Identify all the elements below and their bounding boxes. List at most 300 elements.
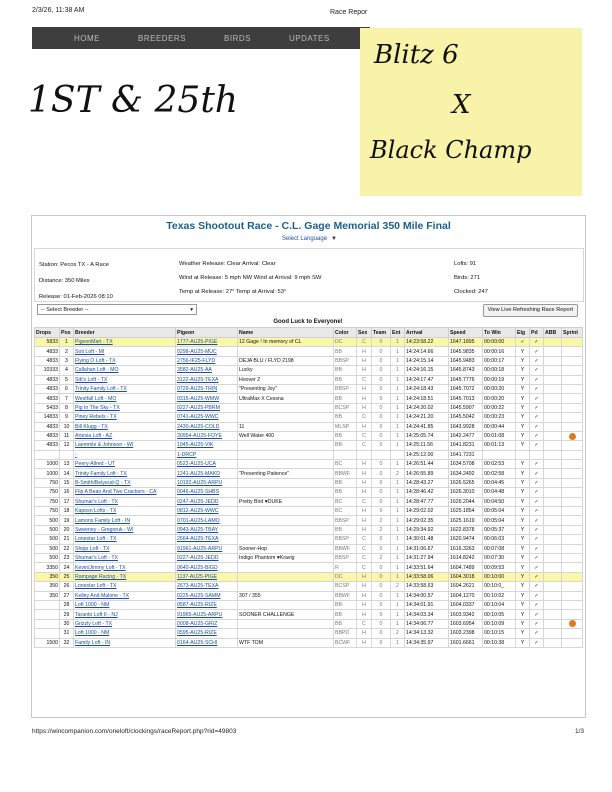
cell-speed: 1643.9928 <box>449 422 483 431</box>
cell-ent: 1 <box>391 600 405 609</box>
cell-pd: ✓ <box>530 544 544 553</box>
cell-breeder[interactable]: Shumar's Loft - TX <box>74 497 176 506</box>
cell-pigeon[interactable]: 2430-AU25-COLD <box>176 422 238 431</box>
cell-color: BB <box>334 375 357 384</box>
cell-sex: C <box>357 497 372 506</box>
cell-breeder[interactable]: Trinity Family Loft - TX <box>74 384 176 393</box>
cell-abb <box>544 366 562 375</box>
cell-pigeon[interactable]: 3122-AU25-TEXA <box>176 375 238 384</box>
cell-pigeon[interactable]: 0247-AU25-JEDD <box>176 497 238 506</box>
cell-color: MLSP <box>334 422 357 431</box>
cell-sprint <box>562 356 583 365</box>
cell-pigeon[interactable]: 0943-AU25-TBAY <box>176 525 238 534</box>
cell-pigeon[interactable]: 0701-AU25-LAMO <box>176 516 238 525</box>
cell-team: 0 <box>372 600 391 609</box>
cell-pigeon[interactable]: 0227-AU25-JEDD <box>176 553 238 562</box>
cell-pigeon[interactable]: 2664-AU25-TEXA <box>176 535 238 544</box>
cell-ent: 1 <box>391 460 405 469</box>
cell-pigeon[interactable]: 0008-AU25-GRIZ <box>176 619 238 628</box>
cell-sprint <box>562 516 583 525</box>
cell-elg: Y <box>516 469 530 478</box>
breeder-select[interactable] <box>37 304 197 315</box>
cell-pos: 1 <box>60 338 74 347</box>
station-text: Station: Pecos TX - A Race <box>39 262 109 268</box>
cell-name <box>238 403 334 412</box>
column-header-abb: ABB <box>544 328 562 338</box>
cell-arrival: 14:28:46.42 <box>405 488 449 497</box>
cell-name: Well Water 400 <box>238 431 334 440</box>
cell-ent: 1 <box>391 563 405 572</box>
cell-breeder[interactable]: Lonestar Loft - TX <box>74 535 176 544</box>
cell-pigeon[interactable]: 91965-AU25-ARPU <box>176 610 238 619</box>
cell-towin: 00:10:00 <box>483 572 516 581</box>
cell-speed: 1645.5042 <box>449 413 483 422</box>
cell-abb <box>544 638 562 647</box>
cell-team: 0 <box>372 431 391 440</box>
cell-sprint <box>562 403 583 412</box>
cell-drops: 1500 <box>35 638 60 647</box>
cell-pos: 7 <box>60 394 74 403</box>
race-info-box <box>34 248 584 302</box>
cell-elg: Y <box>516 478 530 487</box>
cell-drops: 4833 <box>35 347 60 356</box>
cell-team: 0 <box>372 638 391 647</box>
cell-elg: Y <box>516 375 530 384</box>
nav-updates[interactable]: UPDATES <box>288 33 330 43</box>
cell-towin: 00:05:04 <box>483 516 516 525</box>
cell-pigeon[interactable]: 2756-IF25-FLYD <box>176 356 238 365</box>
cell-breeder[interactable]: Callahan Loft - MO <box>74 366 176 375</box>
cell-pos: 20 <box>60 525 74 534</box>
cell-speed: 1601.6661 <box>449 638 483 647</box>
cell-sex: C <box>357 553 372 562</box>
cell-pigeon[interactable]: 0640-AU25-BIGD <box>176 563 238 572</box>
cell-sex: C <box>357 535 372 544</box>
cell-pd: ✓ <box>530 553 544 562</box>
cell-ent: 2 <box>391 629 405 638</box>
birds-count: Birds: 271 <box>454 275 481 281</box>
cell-breeder[interactable]: B-Smith/Belyeud-Q - TX <box>74 478 176 487</box>
cell-pd: ✓ <box>530 600 544 609</box>
cell-breeder[interactable]: Loft 1000 - NM <box>74 629 176 638</box>
column-header-sprint: Sprint <box>562 328 583 338</box>
cell-breeder[interactable]: Pig In The Sky - TX <box>74 403 176 412</box>
cell-ent: 1 <box>391 572 405 581</box>
cell-name <box>238 488 334 497</box>
cell-drops: 3350 <box>35 563 60 572</box>
cell-sprint <box>562 553 583 562</box>
cell-arrival: 14:24:20.02 <box>405 403 449 412</box>
cell-pigeon[interactable]: 0164-AU25-SCHI <box>176 638 238 647</box>
cell-pd: ✓ <box>530 582 544 591</box>
cell-elg: Y <box>516 563 530 572</box>
cell-pigeon[interactable]: 1045-AU25-VIK <box>176 441 238 450</box>
cell-drops <box>35 600 60 609</box>
cell-elg: Y <box>516 507 530 516</box>
cell-breeder[interactable]: Taranto Loft II - NJ <box>74 610 176 619</box>
cell-ent: 1 <box>391 413 405 422</box>
cell-pd: ✓ <box>530 394 544 403</box>
cell-pigeon[interactable]: 10192-AU25-ARPU <box>176 478 238 487</box>
cell-breeder[interactable]: Rampage Racing - TX <box>74 572 176 581</box>
cell-pd: ✓ <box>530 338 544 347</box>
cell-color: BB <box>334 413 357 422</box>
cell-breeder[interactable]: Shumar's Loft - TX <box>74 553 176 562</box>
cell-name: SOONER CHALLENGE <box>238 610 334 619</box>
table-row <box>35 347 583 356</box>
cell-pigeon[interactable]: 0741-AU25-WWC <box>176 413 238 422</box>
cell-pigeon[interactable]: 0522-AU25-UCA <box>176 460 238 469</box>
cell-pd: ✓ <box>530 469 544 478</box>
cell-team: 0 <box>372 366 391 375</box>
cell-team: 0 <box>372 478 391 487</box>
cell-breeder[interactable]: Peery-Allred - UT <box>74 460 176 469</box>
cell-sex: H <box>357 394 372 403</box>
cell-elg: Y <box>516 488 530 497</box>
cell-color: BBSP <box>334 384 357 393</box>
cell-pigeon[interactable]: 30954-AU25-FOYE <box>176 431 238 440</box>
cell-team: 2 <box>372 516 391 525</box>
column-header-breeder: Breeder <box>74 328 176 338</box>
sticky-line-2: X <box>452 90 471 120</box>
cell-sprint <box>562 629 583 638</box>
cell-name: UltraMax X Cessna <box>238 394 334 403</box>
table-row <box>35 572 583 581</box>
cell-elg: Y <box>516 572 530 581</box>
cell-abb <box>544 610 562 619</box>
cell-abb <box>544 600 562 609</box>
cell-arrival: 14:24:17.47 <box>405 375 449 384</box>
cell-pigeon[interactable]: 3582-AU25-AA <box>176 366 238 375</box>
table-row <box>35 366 583 375</box>
cell-arrival: 14:24:18.43 <box>405 384 449 393</box>
cell-color: BBSP <box>334 535 357 544</box>
cell-pigeon[interactable]: 1-DRCP <box>176 450 238 459</box>
cell-pigeon[interactable]: 0046-AU25-SHBS <box>176 488 238 497</box>
cell-pos: 14 <box>60 469 74 478</box>
table-row <box>35 619 583 628</box>
cell-pos: 23 <box>60 553 74 562</box>
cell-elg: Y <box>516 347 530 356</box>
cell-ent: 1 <box>391 338 405 347</box>
cell-sex: H <box>357 469 372 478</box>
cell-arrival: 14:29:02.02 <box>405 507 449 516</box>
cell-breeder[interactable]: Westfall Loft - MO <box>74 394 176 403</box>
cell-arrival: 14:24:41.85 <box>405 422 449 431</box>
cell-speed: 1641.7231 <box>449 450 483 459</box>
cell-sex: H <box>357 638 372 647</box>
cell-pos: 31 <box>60 629 74 638</box>
cell-pd: ✓ <box>530 431 544 440</box>
cell-sprint <box>562 460 583 469</box>
cell-ent: 1 <box>391 535 405 544</box>
cell-towin: 00:00:16 <box>483 347 516 356</box>
cell-ent: 1 <box>391 507 405 516</box>
cell-drops: 4833 <box>35 422 60 431</box>
cell-team: 0 <box>372 535 391 544</box>
cell-abb <box>544 422 562 431</box>
cell-drops: 5833 <box>35 338 60 347</box>
table-row <box>35 497 583 506</box>
cell-team: 2 <box>372 553 391 562</box>
cell-pd: ✓ <box>530 497 544 506</box>
cell-towin: 00:00:44 <box>483 422 516 431</box>
cell-elg: Y <box>516 553 530 562</box>
cell-pd: ✓ <box>530 413 544 422</box>
cell-towin: 00:02:53 <box>483 460 516 469</box>
table-row <box>35 507 583 516</box>
cell-ent: 1 <box>391 431 405 440</box>
cell-pigeon[interactable]: 1241-AU25-MAKD <box>176 469 238 478</box>
cell-breeder[interactable]: Family Loft - IN <box>74 638 176 647</box>
cell-abb <box>544 535 562 544</box>
cell-sprint <box>562 394 583 403</box>
cell-abb <box>544 403 562 412</box>
cell-speed: 1645.9483 <box>449 356 483 365</box>
cell-sex: H <box>357 366 372 375</box>
cell-arrival: 14:24:16.15 <box>405 366 449 375</box>
cell-color: BCWF <box>334 638 357 647</box>
column-header-speed: Speed <box>449 328 483 338</box>
cell-sex: H <box>357 582 372 591</box>
cell-drops <box>35 629 60 638</box>
cell-team: 0 <box>372 563 391 572</box>
cell-pigeon[interactable]: 0729-AU25-TRIN <box>176 384 238 393</box>
cell-ent: 1 <box>391 366 405 375</box>
cell-pos: 2 <box>60 347 74 356</box>
cell-color: BBWF <box>334 544 357 553</box>
cell-sex: H <box>357 460 372 469</box>
cell-arrival: 14:28:47.77 <box>405 497 449 506</box>
cell-drops: 350 <box>35 582 60 591</box>
cell-speed: 1634.5708 <box>449 460 483 469</box>
cell-abb <box>544 394 562 403</box>
cell-drops: 500 <box>35 553 60 562</box>
cell-elg <box>516 450 530 459</box>
cell-ent: 1 <box>391 497 405 506</box>
cell-sex: H <box>357 488 372 497</box>
cell-team: 0 <box>372 403 391 412</box>
cell-sprint <box>562 413 583 422</box>
cell-elg: Y <box>516 600 530 609</box>
cell-towin: 00:10:02 <box>483 591 516 600</box>
cell-pigeon[interactable]: 0298-AU25-MUC <box>176 347 238 356</box>
page-number: 1/3 <box>574 728 584 735</box>
cell-name <box>238 347 334 356</box>
cell-team: 0 <box>372 469 391 478</box>
column-header-arrival: Arrival <box>405 328 449 338</box>
cell-name <box>238 563 334 572</box>
cell-speed: 1614.8242 <box>449 553 483 562</box>
table-row <box>35 431 583 440</box>
cell-elg: Y <box>516 403 530 412</box>
cell-name <box>238 535 334 544</box>
language-link[interactable]: Select Language <box>282 236 328 242</box>
cell-drops: 500 <box>35 544 60 553</box>
cell-pigeon[interactable]: 1777-AU25-PIGE <box>176 338 238 347</box>
cell-ent: 1 <box>391 610 405 619</box>
cell-arrival: 14:26:55.89 <box>405 469 449 478</box>
cell-sprint <box>562 441 583 450</box>
cell-team: 0 <box>372 441 391 450</box>
cell-name <box>238 619 334 628</box>
language-selector[interactable] <box>282 236 337 242</box>
cell-pigeon[interactable]: 0315-AU25-WMW <box>176 394 238 403</box>
cell-abb <box>544 356 562 365</box>
cell-pos: 4 <box>60 366 74 375</box>
cell-elg: Y <box>516 610 530 619</box>
cell-elg: Y <box>516 460 530 469</box>
cell-sex: H <box>357 516 372 525</box>
column-header-drops: Drops <box>35 328 60 338</box>
cell-speed: 1641.8231 <box>449 441 483 450</box>
cell-breeder[interactable]: Shipp Loft - TX <box>74 544 176 553</box>
cell-pigeon[interactable]: 0595-AU25-RIZE <box>176 629 238 638</box>
cell-sprint <box>562 488 583 497</box>
cell-pos: 16 <box>60 488 74 497</box>
cell-arrival: 14:24:21.20 <box>405 413 449 422</box>
cell-abb <box>544 497 562 506</box>
cell-speed: 1645.7013 <box>449 394 483 403</box>
cell-breeder[interactable]: Lamons Family Loft - IN <box>74 516 176 525</box>
cell-sprint <box>562 366 583 375</box>
table-row <box>35 384 583 393</box>
cell-color: BB <box>334 525 357 534</box>
cell-ent: 1 <box>391 375 405 384</box>
distance-text: Distance: 350 Miles <box>39 278 90 284</box>
cell-pigeon[interactable]: 2673-AU25-TEXA <box>176 582 238 591</box>
cell-team: 0 <box>372 338 391 347</box>
cell-speed: 1642.2477 <box>449 431 483 440</box>
cell-breeder[interactable]: Kevin/Jimmy Loft - TX <box>74 563 176 572</box>
cell-pos: 29 <box>60 610 74 619</box>
cell-breeder[interactable]: PigeonMart - TX <box>74 338 176 347</box>
chevron-down-icon: ▾ <box>190 307 193 313</box>
cell-pigeon[interactable]: 0812-AU25-WWC <box>176 507 238 516</box>
nav-breeders[interactable]: BREEDERS <box>138 33 187 43</box>
cell-speed: 1604.0337 <box>449 600 483 609</box>
cell-drops: 4833 <box>35 441 60 450</box>
cell-towin: 00:10:04 <box>483 600 516 609</box>
cell-drops: 10333 <box>35 366 60 375</box>
cell-speed: 1604.7489 <box>449 563 483 572</box>
cell-breeder[interactable]: Grizzly Loft - TX <box>74 619 176 628</box>
cell-breeder[interactable]: Lonestar Loft - TX <box>74 582 176 591</box>
cell-breeder[interactable]: Kelley And Malone - TX <box>74 591 176 600</box>
cell-team: 2 <box>372 525 391 534</box>
cell-sex: H <box>357 572 372 581</box>
cell-elg: Y <box>516 544 530 553</box>
cell-ent: 1 <box>391 356 405 365</box>
cell-color: BC <box>334 507 357 516</box>
cell-breeder[interactable]: Sweeney - Gregoruk - WI <box>74 525 176 534</box>
cell-breeder[interactable]: Loft 1000 - NM <box>74 600 176 609</box>
cell-pos: 17 <box>60 497 74 506</box>
cell-drops: 750 <box>35 497 60 506</box>
cell-breeder[interactable]: Kaposn Lofts - TX <box>74 507 176 516</box>
cell-pos: 8 <box>60 403 74 412</box>
cell-speed: 1603.2398 <box>449 629 483 638</box>
column-header-pd: Pd <box>530 328 544 338</box>
cell-sex: C <box>357 413 372 422</box>
cell-pigeon[interactable]: 91961-AU25-ARPU <box>176 544 238 553</box>
cell-arrival: 14:34:35.97 <box>405 638 449 647</box>
table-row <box>35 450 583 459</box>
cell-drops: 500 <box>35 516 60 525</box>
cell-speed: 1647.1895 <box>449 338 483 347</box>
cell-abb <box>544 460 562 469</box>
cell-breeder[interactable]: Artesia Loft - AZ <box>74 431 176 440</box>
cell-sprint <box>562 600 583 609</box>
cell-ent: 1 <box>391 525 405 534</box>
cell-breeder[interactable]: Laemmle & Johnson - WI <box>74 441 176 450</box>
table-row <box>35 469 583 478</box>
cell-sprint <box>562 422 583 431</box>
cell-color: BBSP <box>334 553 357 562</box>
cell-pigeon[interactable]: 0227-AU25-PBRM <box>176 403 238 412</box>
cell-abb <box>544 375 562 384</box>
cell-abb <box>544 582 562 591</box>
cell-pos: 13 <box>60 460 74 469</box>
cell-pd: ✓ <box>530 356 544 365</box>
cell-speed: 1604.2621 <box>449 582 483 591</box>
cell-pd: ✓ <box>530 591 544 600</box>
cell-drops: 1000 <box>35 460 60 469</box>
cell-sprint <box>562 347 583 356</box>
cell-breeder[interactable]: Sib's Loft - TX <box>74 375 176 384</box>
nav-home[interactable]: HOME <box>74 33 100 43</box>
cell-color: DC <box>334 572 357 581</box>
cell-abb <box>544 450 562 459</box>
nav-birds[interactable]: BIRDS <box>224 33 251 43</box>
cell-abb <box>544 516 562 525</box>
handwritten-placement: 1ST & 25th <box>28 80 238 121</box>
cell-ent: 1 <box>391 394 405 403</box>
live-report-button[interactable]: View Live Refreshing Race Report <box>483 304 578 317</box>
cell-breeder[interactable]: Trinity Family Loft - TX <box>74 469 176 478</box>
cell-pigeon[interactable]: 1137-AU25-PIGE <box>176 572 238 581</box>
cell-pd: ✓ <box>530 619 544 628</box>
cell-pd <box>530 450 544 459</box>
cell-abb <box>544 347 562 356</box>
cell-pd: ✓ <box>530 610 544 619</box>
cell-name: "Presenting Patience" <box>238 469 334 478</box>
cell-color: BB <box>334 610 357 619</box>
lofts-count: Lofts: 91 <box>454 261 477 267</box>
cell-color: R <box>334 563 357 572</box>
cell-breeder[interactable]: Bill Klugg - TX <box>74 422 176 431</box>
cell-pos: 9 <box>60 413 74 422</box>
cell-breeder[interactable]: Flying O Loft - TX <box>74 356 176 365</box>
cell-breeder[interactable]: Flip A Bean And Two Crackers - CA <box>74 488 176 497</box>
cell-pigeon[interactable]: 0587-AU25-RIZE <box>176 600 238 609</box>
cell-breeder[interactable]: Soti Loft - MI <box>74 347 176 356</box>
cell-arrival: 14:28:43.27 <box>405 478 449 487</box>
cell-name: Pretty Bird ♥DUKE <box>238 497 334 506</box>
cell-name <box>238 629 334 638</box>
table-row <box>35 516 583 525</box>
cell-elg: Y <box>516 356 530 365</box>
cell-abb <box>544 563 562 572</box>
cell-abb <box>544 441 562 450</box>
cell-pigeon[interactable]: 0225-AU25-SAMM <box>176 591 238 600</box>
cell-breeder[interactable]: Piney Rebels - TX <box>74 413 176 422</box>
cell-drops: 4833 <box>35 356 60 365</box>
cell-arrival: 14:24:18.51 <box>405 394 449 403</box>
cell-sprint <box>562 610 583 619</box>
cell-elg: Y <box>516 591 530 600</box>
cell-name: DEJA BLU / FLYD 2198 <box>238 356 334 365</box>
